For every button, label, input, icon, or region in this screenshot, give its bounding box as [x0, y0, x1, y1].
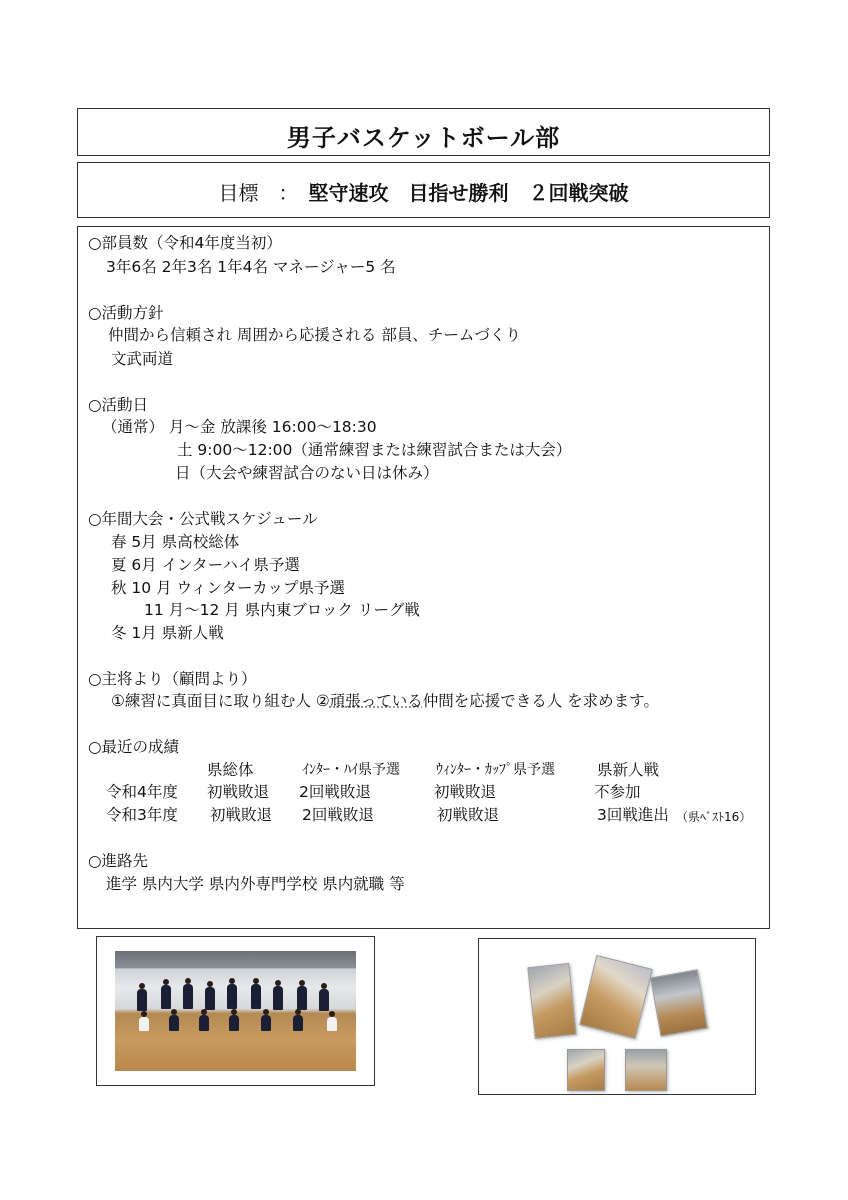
- team-photo-figure: [251, 984, 261, 1009]
- captain-part-1: ①練習に真面目に取り組む人 ②: [111, 692, 330, 710]
- results-row-1-year: 令和4年度: [106, 783, 178, 801]
- gym-photo-5: [625, 1049, 667, 1091]
- team-photo-figure: [199, 1015, 209, 1031]
- goal-box: [77, 162, 770, 218]
- career-line: 進学 県内大学 県内外専門学校 県内就職 等: [106, 875, 405, 893]
- members-heading: ○部員数（令和4年度当初）: [88, 234, 282, 252]
- team-photo-figure: [205, 987, 215, 1010]
- goal-line: [78, 177, 769, 206]
- team-photo-figure: [169, 1015, 179, 1031]
- team-photo-figure: [319, 989, 329, 1011]
- results-row-2-note: （県ﾍﾞｽﾄ16）: [676, 810, 752, 824]
- results-col-4: 県新人戦: [597, 761, 660, 779]
- title-box: [77, 108, 770, 156]
- gym-photo-1: [527, 963, 576, 1039]
- goal-slogan-3: ２回戦突破: [528, 181, 629, 205]
- team-photo-figure: [227, 984, 237, 1009]
- team-photo-figure: [297, 986, 307, 1010]
- captain-line: [111, 691, 659, 711]
- results-row-2-cell-3: 初戦敗退: [437, 806, 500, 824]
- gym-photo-4: [567, 1049, 605, 1091]
- schedule-line-1: 春 5月 県高校総体: [111, 533, 240, 551]
- days-line-1: （通常） 月～金 放課後 16:00～18:30: [102, 418, 377, 436]
- results-row-1-cell-4: 不参加: [594, 783, 641, 801]
- policy-heading: ○活動方針: [88, 304, 164, 322]
- results-row-2-cell-2: 2回戦敗退: [302, 806, 374, 824]
- results-row-1-cell-1: 初戦敗退: [207, 783, 270, 801]
- results-col-1: 県総体: [207, 761, 254, 779]
- days-line-3: 日（大会や練習試合のない日は休み）: [175, 464, 439, 482]
- goal-slogan-2: 目指せ勝利: [408, 181, 509, 205]
- page-title: 男子バスケットボール部: [286, 124, 561, 152]
- results-row-2-cell-1: 初戦敗退: [210, 806, 273, 824]
- team-photo-figure: [229, 1015, 239, 1031]
- team-photo-figure: [161, 985, 171, 1009]
- results-heading: ○最近の成績: [88, 738, 180, 756]
- team-photo-figure: [261, 1015, 271, 1031]
- gym-photo-3: [650, 969, 708, 1036]
- schedule-heading: ○年間大会・公式戦スケジュール: [88, 510, 318, 528]
- team-photo-figure: [293, 1015, 303, 1031]
- days-heading: ○活動日: [88, 396, 149, 414]
- schedule-line-3: 秋 10 月 ウィンターカップ県予選: [111, 579, 345, 597]
- policy-line-2: 文武両道: [111, 350, 174, 368]
- gym-collage-frame: [478, 938, 756, 1095]
- captain-part-3: 仲間を応援できる人 を求めます。: [422, 692, 659, 710]
- team-photo: [115, 951, 356, 1071]
- schedule-line-5: 冬 1月 県新人戦: [111, 624, 224, 642]
- content-box: [77, 226, 770, 929]
- schedule-line-2: 夏 6月 インターハイ県予選: [111, 556, 300, 574]
- policy-line-1: 仲間から信頼され 周囲から応援される 部員、チームづくり: [108, 326, 521, 344]
- schedule-line-4: 11 月～12 月 県内東ブロック リーグ戦: [144, 601, 420, 619]
- results-row-1-cell-3: 初戦敗退: [434, 783, 497, 801]
- team-photo-figure: [137, 989, 147, 1011]
- gym-photo-2: [579, 955, 653, 1039]
- team-photo-figure: [139, 1017, 149, 1031]
- members-line: 3年6名 2年3名 1年4名 マネージャー5 名: [106, 258, 396, 276]
- captain-heading: ○主将より（顧問より）: [88, 670, 257, 688]
- goal-label: 目標: [218, 181, 259, 205]
- team-photo-figure: [273, 986, 283, 1010]
- goal-slogan-1: 堅守速攻: [308, 181, 389, 205]
- career-heading: ○進路先: [88, 852, 149, 870]
- team-photo-frame: [96, 936, 375, 1086]
- goal-separator: ：: [278, 181, 289, 205]
- results-col-2: ｲﾝﾀｰ・ﾊｲ県予選: [302, 762, 400, 778]
- results-row-2-year: 令和3年度: [106, 806, 178, 824]
- results-row-2-cell-4: 3回戦進出: [597, 806, 669, 824]
- team-photo-figure: [327, 1017, 337, 1031]
- days-line-2: 土 9:00～12:00（通常練習または練習試合または大会）: [177, 441, 572, 459]
- captain-part-2: 頑張っている: [329, 692, 423, 710]
- results-col-3: ｳｨﾝﾀｰ・ｶｯﾌﾟ県予選: [436, 762, 555, 778]
- team-photo-figure: [183, 984, 193, 1009]
- results-row-1-cell-2: 2回戦敗退: [299, 783, 371, 801]
